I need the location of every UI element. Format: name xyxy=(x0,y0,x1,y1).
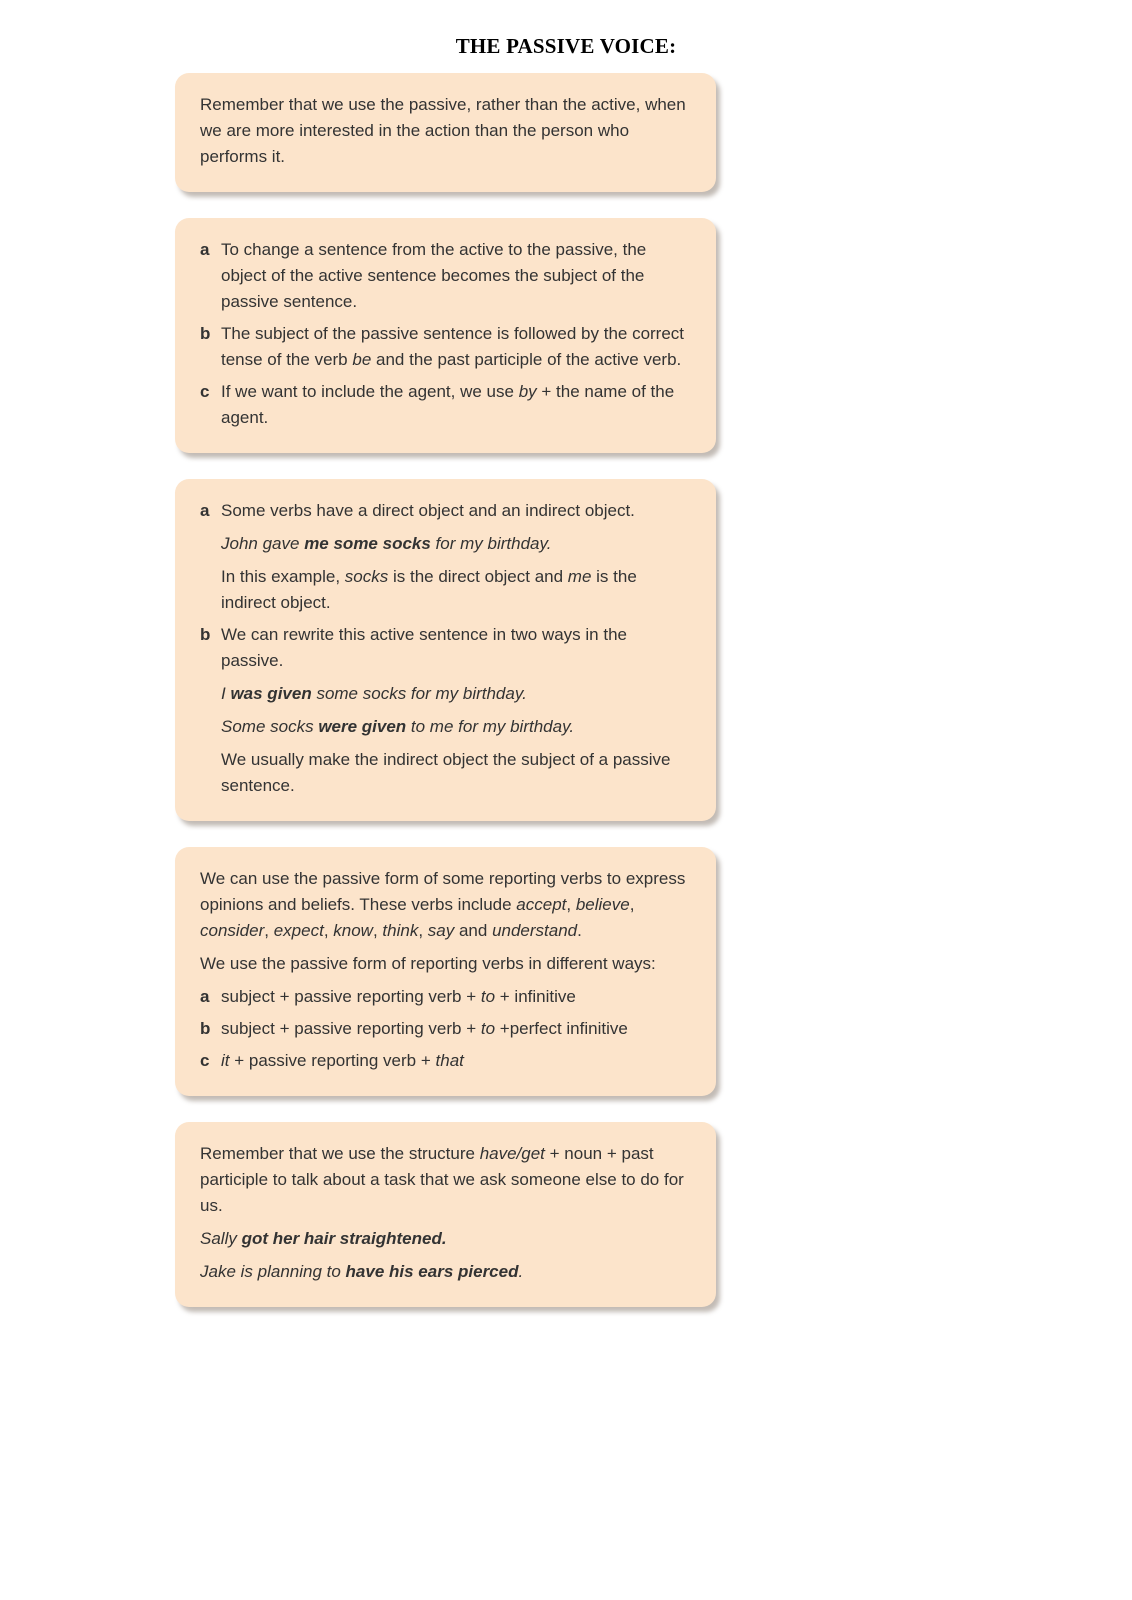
italic-run: to xyxy=(480,1019,496,1038)
italic-run: for my birthday. xyxy=(430,534,552,553)
active-to-passive-rules-box xyxy=(175,218,716,453)
example-sentence xyxy=(200,1259,688,1285)
italic-run: Jake is planning to xyxy=(200,1262,346,1281)
italic-run: accept xyxy=(516,895,567,914)
item-body xyxy=(221,237,688,315)
text-run: + passive reporting verb + xyxy=(229,1051,436,1070)
text-run: subject + passive reporting verb + xyxy=(221,987,481,1006)
bold-italic-run: were given xyxy=(318,717,407,736)
text-run: and xyxy=(454,921,493,940)
text-run: and the past participle of the active verb. xyxy=(371,350,682,369)
italic-run: I xyxy=(221,684,231,703)
list-item-c xyxy=(200,1048,688,1074)
item-text xyxy=(221,622,688,674)
text-run: Remember that we use the passive, rather than the active, when we are more interested in the action than the person who performs it. xyxy=(200,95,686,166)
text-run: . xyxy=(577,921,582,940)
text-run: Remember that we use the structure xyxy=(200,1144,480,1163)
italic-run: know xyxy=(333,921,373,940)
list-item-a xyxy=(200,237,688,315)
italic-run: to me for my birthday. xyxy=(406,717,575,736)
italic-run: think xyxy=(382,921,419,940)
italic-run: it xyxy=(221,1051,230,1070)
item-label: b xyxy=(200,625,211,644)
item-label: c xyxy=(200,1051,210,1070)
example-sentence xyxy=(221,531,688,557)
text-run: + infinitive xyxy=(495,987,576,1006)
italic-run: by xyxy=(518,382,537,401)
italic-run: some socks for my birthday. xyxy=(311,684,527,703)
text-run: subject + passive reporting verb + xyxy=(221,1019,481,1038)
explanation-text xyxy=(221,564,688,616)
item-text xyxy=(221,321,688,373)
item-body xyxy=(221,1048,688,1074)
list-item-a xyxy=(200,498,688,616)
item-label: a xyxy=(200,240,210,259)
example-sentence xyxy=(200,1226,688,1252)
bold-italic-run: have his ears pierced xyxy=(345,1262,519,1281)
list-item-b xyxy=(200,1016,688,1042)
reporting-verbs-box xyxy=(175,847,716,1096)
italic-run: John gave xyxy=(221,534,305,553)
text-run: , xyxy=(566,895,576,914)
item-text xyxy=(221,1016,688,1042)
text-run: We can rewrite this active sentence in two ways in the passive. xyxy=(221,625,627,670)
text-run: , xyxy=(264,921,274,940)
italic-run: believe xyxy=(575,895,630,914)
bold-italic-run: got her hair straightened. xyxy=(241,1229,447,1248)
item-label: b xyxy=(200,324,211,343)
list-item-b xyxy=(200,622,688,799)
italic-run: Some socks xyxy=(221,717,319,736)
text-run: In this example, xyxy=(221,567,345,586)
text-run: , xyxy=(629,895,635,914)
italic-run: . xyxy=(518,1262,524,1281)
item-body xyxy=(221,984,688,1010)
italic-run: understand xyxy=(492,921,578,940)
list-item-a xyxy=(200,984,688,1010)
text-run: , xyxy=(323,921,334,940)
item-body xyxy=(221,622,688,799)
direct-indirect-object-box xyxy=(175,479,716,821)
italic-run: that xyxy=(435,1051,464,1070)
item-body xyxy=(221,1016,688,1042)
item-label: a xyxy=(200,501,210,520)
list-item-b xyxy=(200,321,688,373)
item-text xyxy=(221,498,688,524)
italic-run: expect xyxy=(273,921,324,940)
content-column xyxy=(175,73,716,1307)
italic-run: consider xyxy=(200,921,265,940)
item-text xyxy=(221,379,688,431)
item-body xyxy=(221,321,688,373)
text-run: + noun + past participle to talk about a task that we ask someone else to do for us. xyxy=(200,1144,684,1215)
paragraph xyxy=(200,1141,688,1219)
item-text xyxy=(221,1048,688,1074)
text-run: The subject of the passive sentence is followed by the correct tense of the verb xyxy=(221,324,685,369)
text-run: is the indirect object. xyxy=(221,567,637,612)
intro-paragraph xyxy=(200,92,688,170)
italic-run: have/get xyxy=(479,1144,545,1163)
text-run: is the direct object and xyxy=(388,567,568,586)
italic-run: socks xyxy=(344,567,389,586)
text-run: + the name of the agent. xyxy=(221,382,675,427)
page-title: THE PASSIVE VOICE: xyxy=(455,34,677,58)
text-run: +perfect infinitive xyxy=(495,1019,628,1038)
item-text xyxy=(221,984,688,1010)
text-run: Some verbs have a direct object and an indirect object. xyxy=(221,501,635,520)
text-run: If we want to include the agent, we use xyxy=(221,382,519,401)
item-text xyxy=(221,237,688,315)
example-sentence xyxy=(221,681,688,707)
text-run: We usually make the indirect object the subject of a passive sentence. xyxy=(221,750,671,795)
example-sentence xyxy=(221,714,688,740)
explanation-text xyxy=(221,747,688,799)
item-label: c xyxy=(200,382,210,401)
paragraph xyxy=(200,866,688,944)
item-label: b xyxy=(200,1019,211,1038)
italic-run: to xyxy=(480,987,496,1006)
list-item-c xyxy=(200,379,688,431)
italic-run: me xyxy=(567,567,592,586)
paragraph xyxy=(200,951,688,977)
text-run: , xyxy=(418,921,428,940)
item-body xyxy=(221,498,688,616)
item-body xyxy=(221,379,688,431)
intro-box xyxy=(175,73,716,192)
text-run: We use the passive form of reporting verbs in different ways: xyxy=(200,954,656,973)
have-get-structure-box xyxy=(175,1122,716,1307)
item-label: a xyxy=(200,987,210,1006)
italic-run: Sally xyxy=(200,1229,242,1248)
italic-run: be xyxy=(352,350,372,369)
bold-italic-run: me some socks xyxy=(304,534,431,553)
text-run: To change a sentence from the active to the passive, the object of the active sentence becomes the subject of the passive sentence. xyxy=(221,240,647,311)
bold-italic-run: was given xyxy=(230,684,312,703)
text-run: We can use the passive form of some reporting verbs to express opinions and beliefs. These verbs include xyxy=(200,869,686,914)
italic-run: say xyxy=(427,921,455,940)
text-run: , xyxy=(372,921,383,940)
